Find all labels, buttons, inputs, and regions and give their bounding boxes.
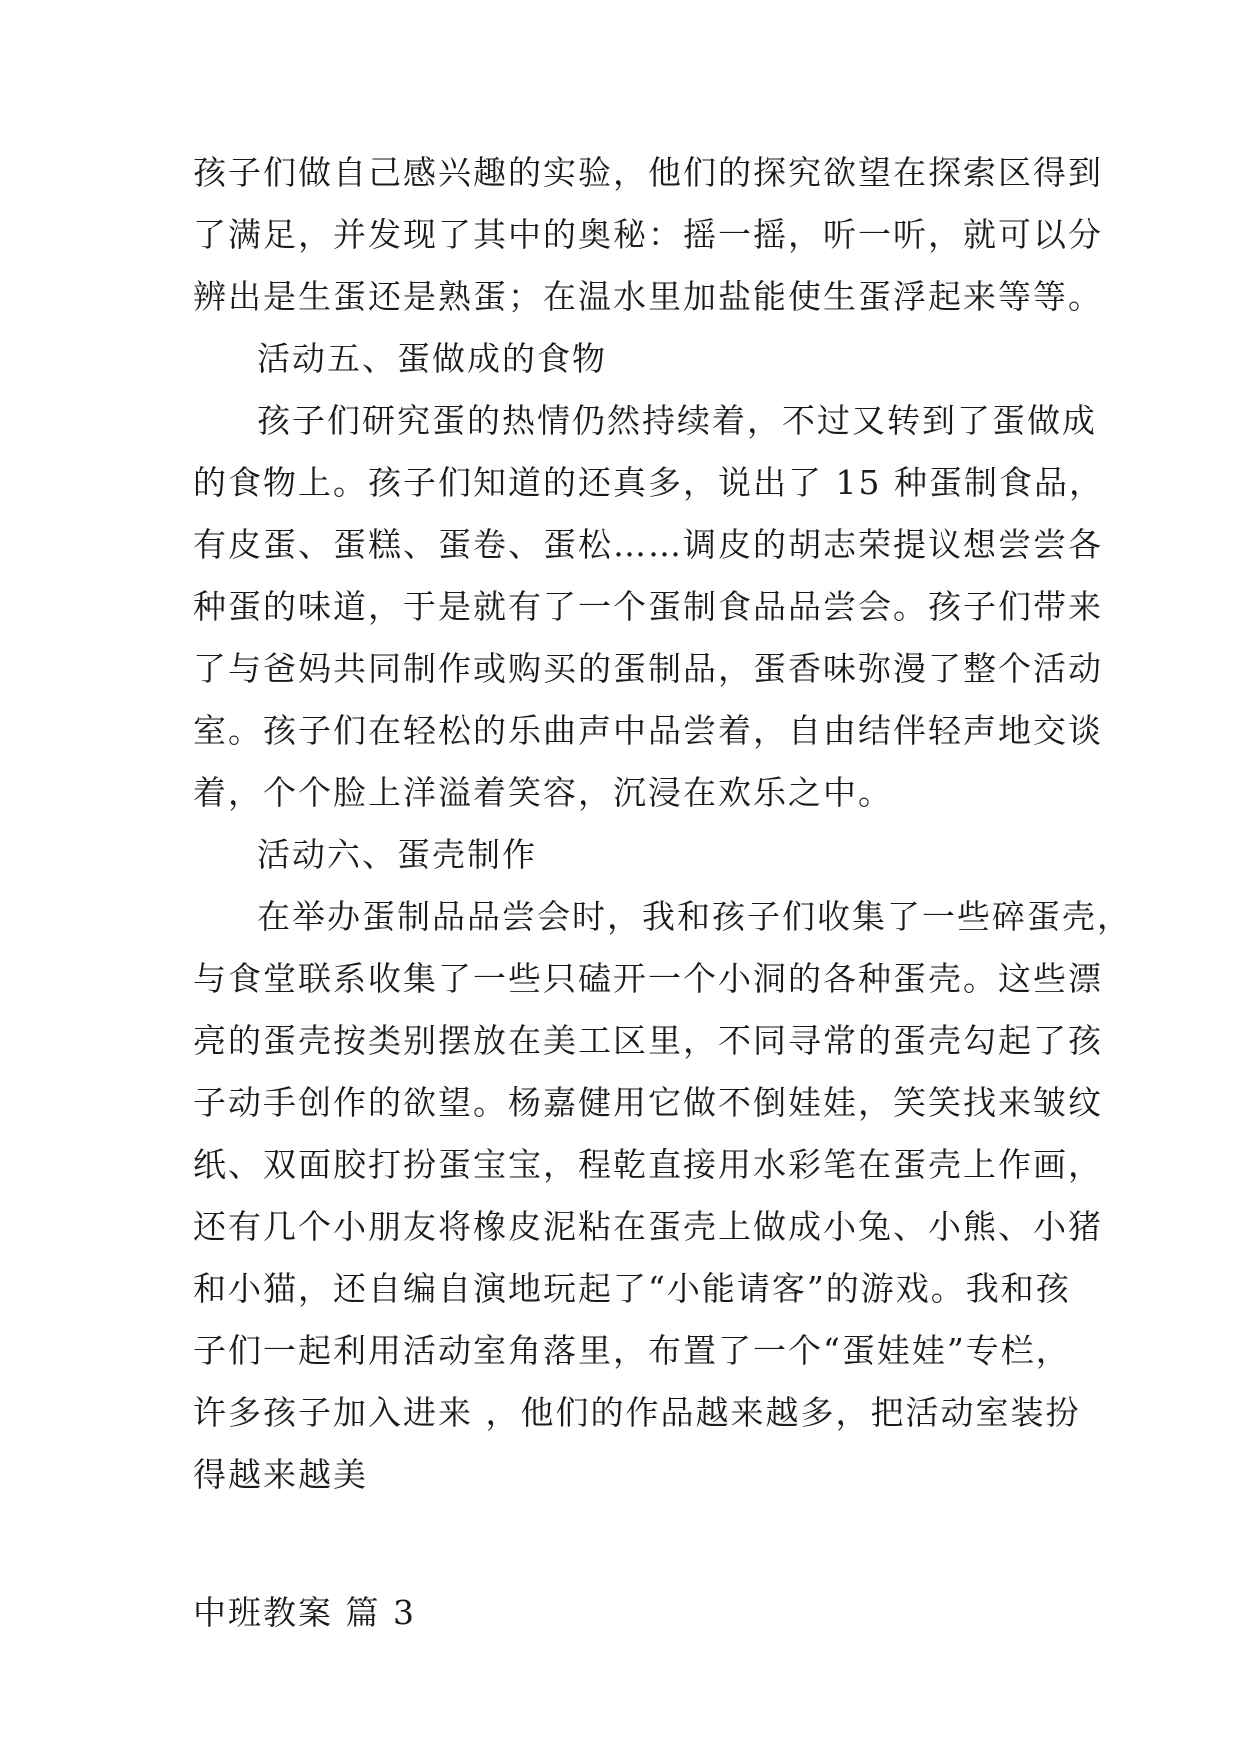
paragraph-line: 辨出是生蛋还是熟蛋；在温水里加盐能使生蛋浮起来等等。 xyxy=(193,277,1103,316)
paragraph-line: 在举办蛋制品品尝会时，我和孩子们收集了一些碎蛋壳， xyxy=(257,897,1132,936)
paragraph-line: 着，个个脸上洋溢着笑容，沉浸在欢乐之中。 xyxy=(193,773,893,812)
paragraph-line: 室。孩子们在轻松的乐曲声中品尝着，自由结伴轻声地交谈 xyxy=(193,711,1103,750)
paragraph-line: 孩子们做自己感兴趣的实验，他们的探究欲望在探索区得到 xyxy=(193,153,1103,192)
paragraph-line: 孩子们研究蛋的热情仍然持续着，不过又转到了蛋做成 xyxy=(257,401,1097,440)
activity-heading: 活动六、蛋壳制作 xyxy=(257,835,537,874)
paragraph-line: 亮的蛋壳按类别摆放在美工区里，不同寻常的蛋壳勾起了孩 xyxy=(193,1021,1103,1060)
paragraph-line: 纸、双面胶打扮蛋宝宝，程乾直接用水彩笔在蛋壳上作画， xyxy=(193,1145,1103,1184)
paragraph-line: 和小猫，还自编自演地玩起了“小能请客”的游戏。我和孩 xyxy=(193,1269,1071,1308)
paragraph-line: 有皮蛋、蛋糕、蛋卷、蛋松……调皮的胡志荣提议想尝尝各 xyxy=(193,525,1103,564)
paragraph-line: 种蛋的味道，于是就有了一个蛋制食品品尝会。孩子们带来 xyxy=(193,587,1103,626)
paragraph-line: 了与爸妈共同制作或购买的蛋制品，蛋香味弥漫了整个活动 xyxy=(193,649,1103,688)
paragraph-line: 得越来越美 xyxy=(193,1455,368,1494)
paragraph-line: 的食物上。孩子们知道的还真多，说出了 15 种蛋制食品， xyxy=(193,463,1104,502)
paragraph-line: 还有几个小朋友将橡皮泥粘在蛋壳上做成小兔、小熊、小猪 xyxy=(193,1207,1103,1246)
activity-heading: 活动五、蛋做成的食物 xyxy=(257,339,607,378)
section-heading: 中班教案 篇 3 xyxy=(193,1593,416,1632)
paragraph-line: 许多孩子加入进来 ，他们的作品越来越多，把活动室装扮 xyxy=(193,1393,1081,1432)
paragraph-line: 与食堂联系收集了一些只磕开一个小洞的各种蛋壳。这些漂 xyxy=(193,959,1103,998)
paragraph-line: 了满足，并发现了其中的奥秘：摇一摇，听一听，就可以分 xyxy=(193,215,1103,254)
paragraph-line: 子动手创作的欲望。杨嘉健用它做不倒娃娃，笑笑找来皱纹 xyxy=(193,1083,1103,1122)
paragraph-line: 子们一起利用活动室角落里，布置了一个“蛋娃娃”专栏， xyxy=(193,1331,1071,1370)
